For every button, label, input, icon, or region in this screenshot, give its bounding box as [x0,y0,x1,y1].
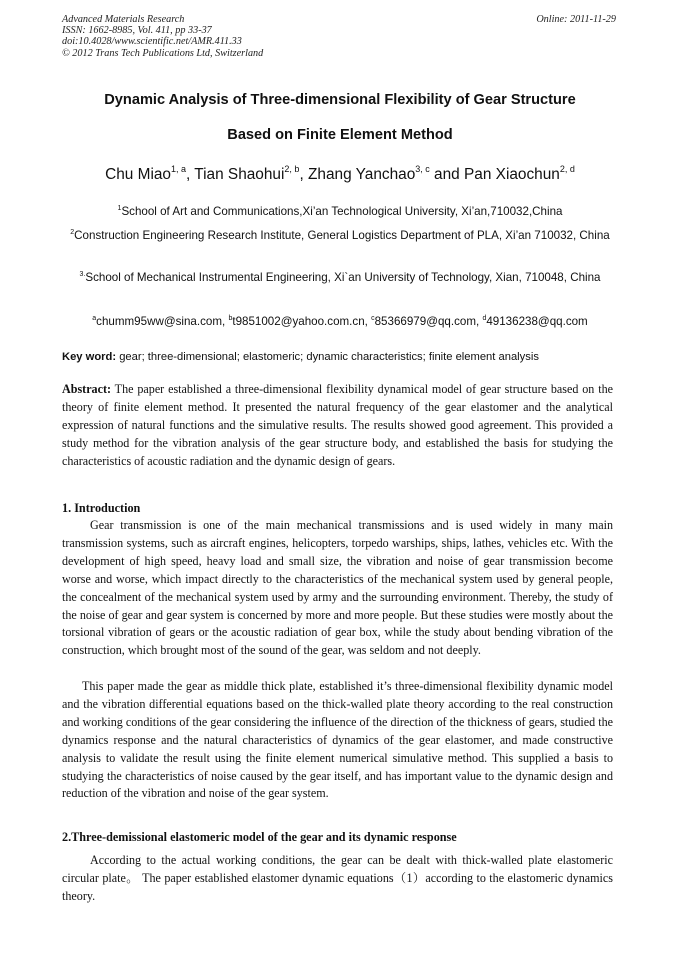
author-list: Chu Miao$^{1, a}$, Tian Shaohui$^{2, b}$, Zhang Yanchao$^{3, c}$ and Pan Xiaochun$^{2, d}$ [105,164,575,183]
author-affiliation-mark: 2, b [284,164,300,174]
keywords [62,348,622,366]
journal-header [62,14,616,59]
author-affiliation-mark: 2, d [559,164,575,174]
author-affiliation-mark: 1, a [170,164,186,174]
affiliation-2: $^2$Construction Engineering Research Institute, General Logistics Department of PLA, Xi’an 710032, China [70,229,610,242]
author-name: Chu Miao [105,166,171,183]
author-affiliation-mark: 3, c [415,164,430,174]
paper-title-line-2: Based on Finite Element Method [227,127,453,143]
keywords-text: gear; three-dimensional; elastomeric; dynamic characteristics; finite element analysis [116,351,539,363]
section-heading-elastomeric-model: 2.Three-demissional elastomeric model of the gear and its dynamic response [62,830,457,844]
journal-name: Advanced Materials Research [62,14,185,25]
email-list: $^a$chumm95ww@sina.com, $^b$t9851002@yahoo.com.cn, $^c$85366979@qq.com, $^d$49136238@qq.com [92,315,588,328]
email-link[interactable]: chumm95ww@sina.com [96,315,222,328]
email-link[interactable]: t9851002@yahoo.com.cn [232,315,365,328]
author-name: Tian Shaohui [194,166,285,183]
author-name: Zhang Yanchao [308,166,416,183]
copyright-line: © 2012 Trans Tech Publications Ltd, Switzerland [62,47,264,59]
keywords-label: Key word: [62,351,117,363]
online-date: Online: 2011-11-29 [536,14,616,25]
affiliation-1: $^1$School of Art and Communications,Xi’an Technological University, Xi’an,710032,China [117,205,563,218]
paragraph: This paper made the gear as middle thick plate, established it’s three-dimensional flexibility dynamic model and the vibration differential equations based on the thick-walled plate theory according to the real construction and working conditions of the gear considering the influence of the direction of the thickness of gears, studied the dynamics response and the natural characteristics of dynamics of the gear elastomer, and made constructive analysis to validate the result using the finite element numerical simulative method. This supplied a basis to studying the characteristics of noise caused by the gear itself, and has important value to the dynamic design and reduction of the vibration and noise of the gear system. [62,679,613,801]
author-name: Pan Xiaochun [464,166,560,183]
issn-line: ISSN: 1662-8985, Vol. 411, pp 33-37 [62,25,212,37]
abstract-label: Abstract: [62,382,112,396]
abstract [62,381,613,471]
email-link[interactable]: 49136238@qq.com [486,315,588,328]
abstract-text: The paper established a three-dimensional flexibility dynamical model of gear structure based on the theory of finite element method. It presented the natural frequency of the gear elastomer and the analytical expression of natural functions and the simulative results. The results showed good agreement. This provided a study method for the vibration analysis of the gear structure body, and established the basis for studying the characteristics of acoustic radiation and the dynamic design of gears. [62,382,613,468]
paragraph: Gear transmission is one of the main mechanical transmissions and is used widely in many main transmission systems, such as aircraft engines, helicopters, torpedo warships, ships, lathes, vehicles etc. With the development of high speed, heavy load and small size, the vibration and noise of gear transmission become worse and worse, which impact directly to the characteristics of the mechanical system used by general people, the concealment of the mechanical system used by army and the surrounding environment. Thereby, the study of the noise of gear and gear system is concerned by more and more people. But these studies were mostly about the torsional vibration of gears or the acoustic radiation of gear box, while the study about bending vibration of the construction, which brought most of the sound of the gear, was seldom and not deeply. [62,518,613,658]
section-heading-introduction: 1. Introduction [62,501,141,515]
doi-line: doi:10.4028/www.scientific.net/AMR.411.33 [62,36,242,48]
paragraph: According to the actual working conditions, the gear can be dealt with thick-walled plate elastomeric circular plate。 The paper established elastomer dynamic equations（1）according to the elastomeric dynamics theory. [62,853,613,903]
email-link[interactable]: 85366979@qq.com [374,315,476,328]
paper-title-line-1: Dynamic Analysis of Three-dimensional Flexibility of Gear Structure [104,92,576,108]
affiliation-3: $^{3.}$School of Mechanical Instrumental Engineering, Xi`an University of Technology, Xian, 710048, China [79,271,601,284]
